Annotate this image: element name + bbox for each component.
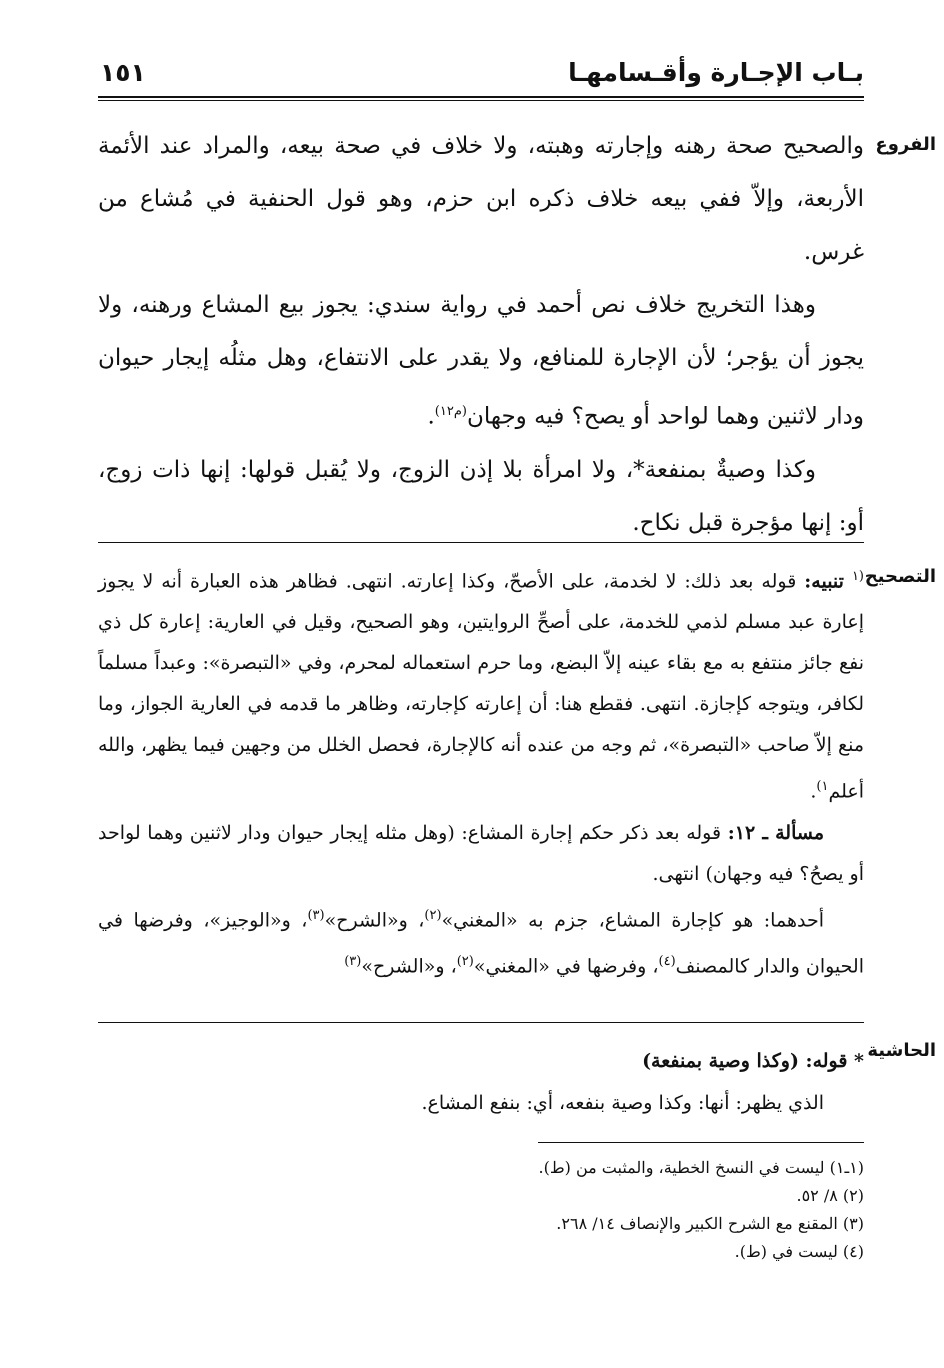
main-paragraph-3: وكذا وصيةٌ بمنفعة*، ولا امرأة بلا إذن الزوج، ولا يُقبل قولها: إنها ذات زوج، أو: إنها مؤجرة قبل نكاح. (98, 456, 864, 536)
tashih-paragraph-1: $^{(١}$ تنبيه: قوله بعد ذلك: لا لخدمة، على الأصحّ، وكذا إعارته. انتهى. فظاهر هذه العبارة أنه لا يجوز إعارة عبد مسلم لذمي للخدمة، على أصحِّ الروايتين، وهو الصحيح، وقيل في العارية: إعارة كل ذي نفع جائز منتفع به مع بقاء عينه إلاّ البضع، وما حرم استعماله لمحرم، وفي «التبصرة»: وعبداً مسلماً لكافر، ويتوجه كإجازة. انتهى. فقطع هنا: أن إعارته كإجارته، وظاهر ما قدمه في العارية الجواز، وما منع إلاّ صاحب «التبصرة»، ثم وجه من عنده أنه كالإجارة، فحصل الخلل من وجهين فيما يظهر، والله أعلم$^{١)}$. (98, 569, 864, 803)
section-divider-hashiya (98, 1022, 864, 1023)
tashih-paragraph-1-text: قوله بعد ذلك: لا لخدمة، على الأصحّ، وكذا إعارته. انتهى. فظاهر هذه العبارة أنه لا يجوز إعارة عبد مسلم لذمي للخدمة، على أصحِّ الروايتين، وهو الصحيح، وقيل في العارية: إعارة كل ذي نفع جائز منتفع به مع بقاء عينه إلاّ البضع، وما حرم استعماله لمحرم، وفي «التبصرة»: وعبداً مسلماً لكافر، ويتوجه كإجازة. انتهى. فقطع هنا: أن إعارته كإجارته، وظاهر ما قدمه في العارية الجواز، وما منع إلاّ صاحب «التبصرة»، ثم وجه من عنده أنه كالإجارة، فحصل الخلل من وجهين فيما يظهر، والله أعلم (98, 570, 864, 803)
tashih-end-marker: ١) (816, 779, 829, 795)
footnote-ref-2: (٢) (424, 907, 442, 923)
masala-reference: (م١٢) (434, 404, 467, 419)
footnote-ref-3: (٣) (307, 907, 325, 923)
side-label-hashiya: الحاشية (867, 1040, 936, 1061)
tashih-p3-a: أحدهما: هو كإجارة المشاع، جزم به «المغني» (441, 908, 824, 931)
hashiya-text (98, 1040, 864, 1124)
main-paragraph-1: والصحيح صحة رهنه وإجارته وهبته، ولا خلاف في صحة بيعه، والمراد عند الأئمة الأربعة، وإلاّ ففي بيعه خلاف ذكره ابن حزم، وهو قول الحنفية في مُشاع من غرس. (98, 133, 864, 265)
tashih-text (98, 556, 864, 987)
tashih-marker: (١ (851, 569, 864, 584)
main-paragraph-2-end: . (427, 403, 435, 430)
footnote-ref-2b: (٢) (456, 953, 474, 969)
tashih-p3-c: ، و«الوجيز»، وفرضها في الحيوان والدار كالمصنف (98, 908, 864, 978)
tashih-p3-b: ، و«الشرح» (324, 908, 425, 931)
footnote-ref-4: (٤) (658, 953, 676, 969)
hashiya-heading-text: * قوله: (وكذا وصية بمنفعة) (642, 1050, 864, 1072)
main-paragraph-2-text: وهذا التخريج خلاف نص أحمد في رواية سندي: يجوز بيع المشاع ورهنه، ولا يجوز أن يؤجر؛ لأن الإجارة للمنافع، ولا يقدر على الانتفاع، وهل مثلُه إيجار حيوان ودار لاثنين وهما لواحد أو يصح؟ فيه وجهان (98, 292, 864, 430)
running-header (98, 58, 864, 96)
header-rule-thin (98, 100, 864, 101)
tashih-paragraph-2-text: قوله بعد ذكر حكم إجارة المشاع: (وهل مثله إيجار حيوان ودار لاثنين وهما لواحد أو يصحُ؟ فيه وجهان) انتهى. (98, 821, 864, 885)
hashiya-body: الذي يظهر: أنها: وكذا وصية بنفعه، أي: بنفع المشاع. (421, 1092, 824, 1114)
side-label-furu: الفروع (875, 134, 936, 155)
footnote-rule (538, 1142, 864, 1143)
hashiya-heading (98, 1040, 864, 1082)
masala-label: مسألة ـ ١٢: (727, 821, 824, 844)
footnote-4: (٤) ليست في (ط). (734, 1242, 864, 1261)
footnote-3: (٣) المقنع مع الشرح الكبير والإنصاف ١٤/ ٢٦٨. (556, 1214, 864, 1233)
footnote-2: (٢) ٨/ ٥٢. (796, 1186, 864, 1205)
footnote-ref-3b: (٣) (344, 953, 362, 969)
section-divider-tashih (98, 542, 864, 543)
chapter-title: بـاب الإجـارة وأقـسامهـا (568, 58, 864, 87)
side-label-tashih: التصحيح (864, 566, 936, 587)
header-rule (98, 96, 864, 98)
main-text (98, 120, 864, 550)
main-paragraph-2 (98, 279, 864, 444)
tashih-p3-e: ، و«الشرح» (361, 955, 457, 978)
footnote-1: (١ـ١) ليست في النسخ الخطية، والمثبت من (ط). (538, 1158, 864, 1177)
page-number: ١٥١ (100, 58, 146, 87)
footnotes (98, 1154, 864, 1266)
tashih-paragraph-2 (98, 813, 864, 895)
tanbih-label: تنبيه: (804, 570, 844, 593)
tashih-paragraph-3 (98, 895, 864, 988)
tashih-p3-d: ، وفرضها في «المغني» (473, 955, 659, 978)
